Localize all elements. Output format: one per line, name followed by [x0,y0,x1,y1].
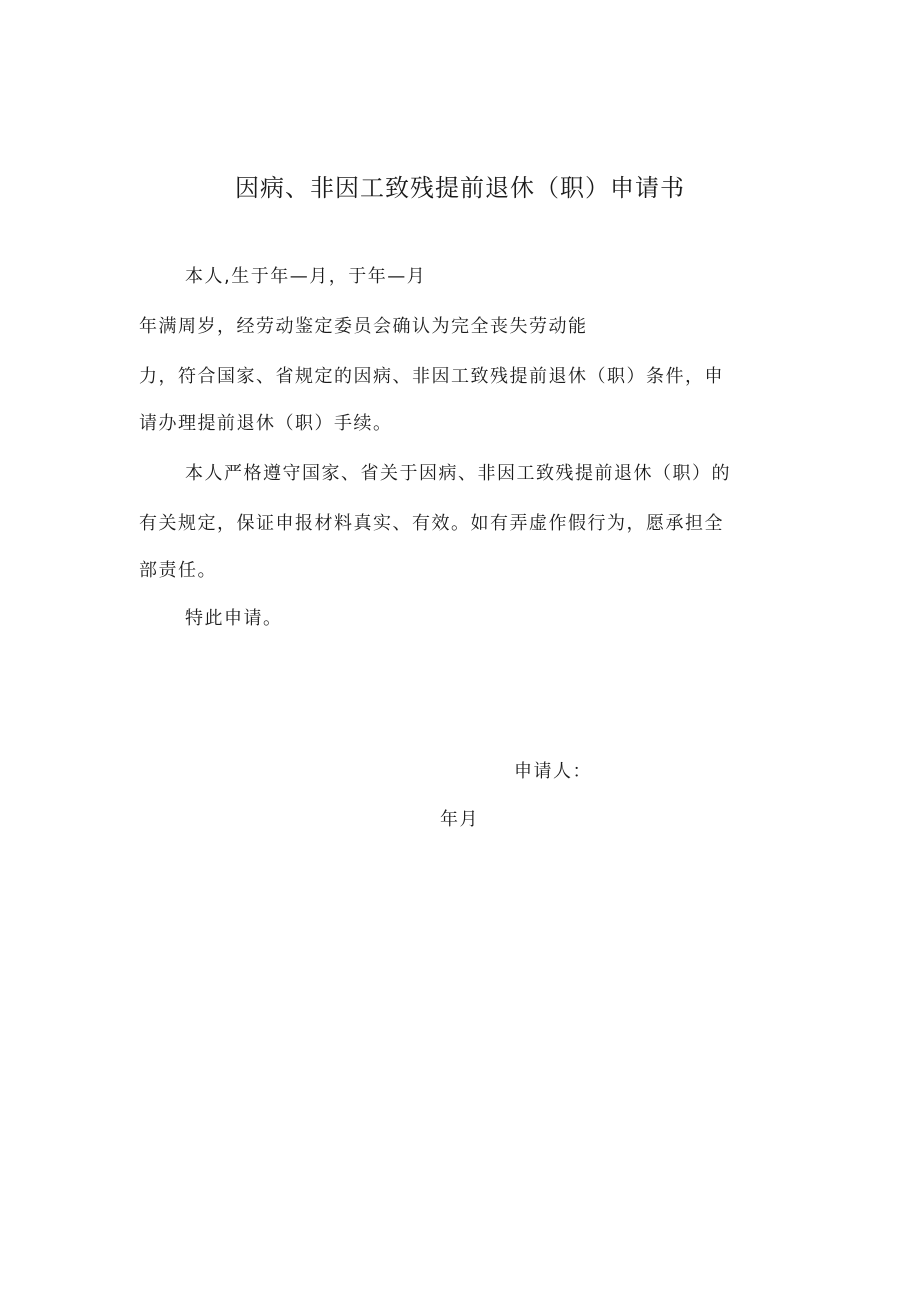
applicant-signature-label: 申请人： [514,761,592,782]
paragraph-line: 力，符合国家、省规定的因病、非因工致残提前退休（职）条件，申 [139,366,724,387]
paragraph-line: 请办理提前退休（职）手续。 [139,413,393,434]
paragraph-line: 部责任。 [139,560,217,581]
date-label: 年月 [440,809,479,830]
paragraph-line: 本人严格遵守国家、省关于因病、非因工致残提前退休（职）的 [185,463,731,484]
paragraph-line: 年满周岁，经劳动鉴定委员会确认为完全丧失劳动能 [139,316,588,337]
paragraph-line: 有关规定，保证申报材料真实、有效。如有弄虚作假行为，愿承担全 [139,513,724,534]
paragraph-line: 本人,生于年—月，于年—月 [185,266,427,287]
closing-line: 特此申请。 [185,608,283,629]
document-title: 因病、非因工致残提前退休（职）申请书 [235,174,685,202]
